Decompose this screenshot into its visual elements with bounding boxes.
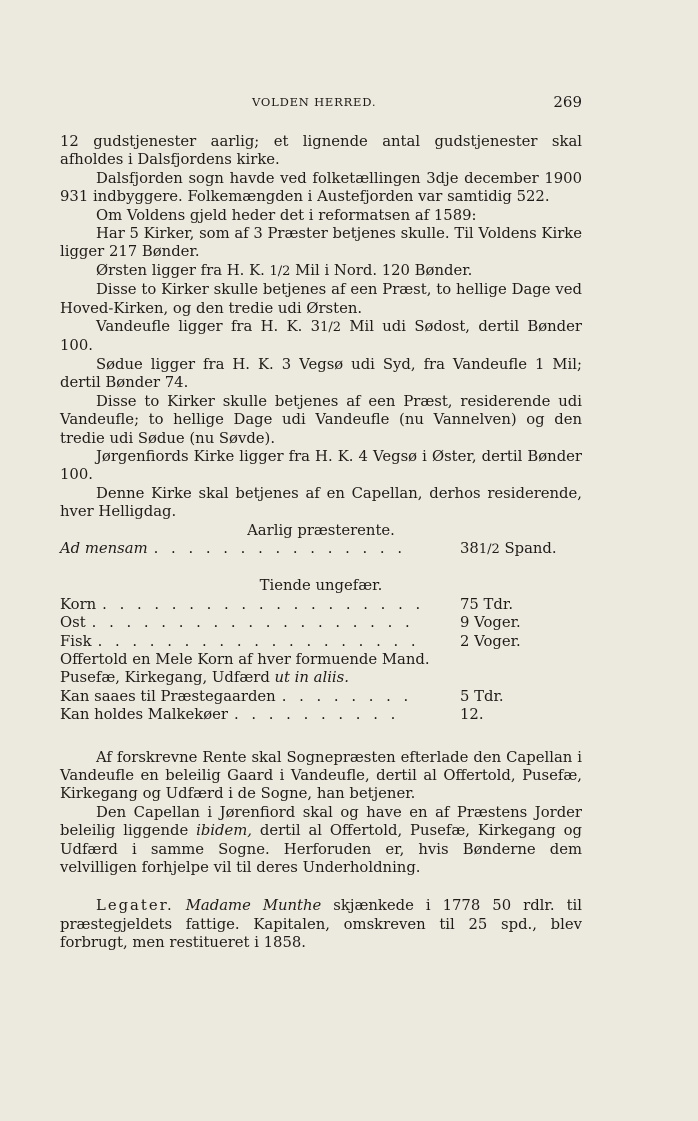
- kan-saaes-value: 5 Tdr.: [460, 687, 504, 705]
- tiende-label: Ost: [60, 614, 86, 632]
- kan-holdes-value: 12.: [460, 706, 484, 724]
- leader-dots: . . . . . . . . . . . . . . . . . . .: [91, 614, 414, 632]
- paragraph-11: Denne Kirke skal betjenes af en Capellan, derhos residerende, hver Helligdag.: [60, 484, 582, 521]
- tiende-row: [60, 633, 582, 651]
- leader-dots: . . . . . . . . . .: [233, 706, 400, 724]
- paragraph-5: Ørsten ligger fra H. K. 1/2 Mil i Nord. 120 Bønder.: [96, 261, 473, 279]
- ad-mensam-value: 381/2 Spand.: [460, 539, 557, 557]
- ad-mensam-row: [60, 540, 582, 559]
- running-title: VOLDEN HERRED.: [252, 95, 377, 109]
- ad-mensam-label: Ad mensam: [60, 539, 148, 557]
- tiende-row: [60, 596, 582, 614]
- paragraph-3: Om Voldens gjeld heder det i reformatsen af 1589:: [96, 206, 477, 224]
- pusefae-line: Pusefæ, Kirkegang, Udfærd ut in aliis.: [60, 669, 349, 687]
- leader-dots: . . . . . . . . . . . . . . . . . . .: [97, 632, 420, 650]
- page-number: 269: [553, 93, 582, 111]
- paragraph-9: Disse to Kirker skulle betjenes af een Præst, residerende udi Vandeufle; to hellige Dage udi Vandeufle (nu Vannelven) og den tredie udi Sødue (nu Søvde).: [60, 392, 582, 447]
- tiende-heading: Tiende ungefær.: [259, 577, 383, 595]
- leader-dots: . . . . . . . . . . . . . . .: [153, 539, 407, 557]
- paragraph-8: Sødue ligger fra H. K. 3 Vegsø udi Syd, fra Vandeufle 1 Mil; dertil Bønder 74.: [60, 355, 582, 392]
- kan-saaes-label: Kan saaes til Præstegaarden: [60, 687, 276, 705]
- paragraph-7: Vandeufle ligger fra H. K. 31/2 Mil udi Sødost, dertil Bønder 100.: [60, 318, 582, 355]
- kan-holdes-label: Kan holdes Malkekøer: [60, 706, 228, 724]
- paragraph-2: Dalsfjorden sogn havde ved folketællingen 3dje december 1900 931 indbyggere. Folkemængden i Austefjorden var samtidig 522.: [60, 169, 582, 206]
- page-header: [60, 95, 582, 115]
- offertold-line: Offertold en Mele Korn af hver formuende Mand.: [60, 650, 430, 668]
- paragraph-6: Disse to Kirker skulle betjenes af een Præst, to hellige Dage ved Hoved-Kirken, og den tredie udi Ørsten.: [60, 281, 582, 317]
- tiende-list: [60, 596, 582, 651]
- tiende-label: Fisk: [60, 632, 92, 650]
- paragraph-12: Af forskrevne Rente skal Sognepræsten efterlade den Capellan i Vandeufle en beleilig Gaard i Vandeufle, dertil al Offertold, Pusefæ, Kirkegang og Udfærd i de Sogne, han betjener.: [60, 748, 582, 803]
- paragraph-10: Jørgenfiords Kirke ligger fra H. K. 4 Vegsø i Øster, dertil Bønder 100.: [60, 447, 582, 484]
- kan-saaes-row: [60, 688, 582, 706]
- tiende-row: [60, 614, 582, 632]
- tiende-value: 2 Voger.: [460, 632, 521, 650]
- paragraph-13: Den Capellan i Jørenfiord skal og have en af Præstens Jorder beleilig liggende ibidem, dertil al Offertold, Pusefæ, Kirkegang og Udfærd i samme Sogne. Herforuden er, hvis Bønderne dem velvilligen forhjelpe vil til deres Underholdning.: [60, 803, 582, 877]
- page-body: [60, 133, 582, 953]
- tiende-value: 9 Voger.: [460, 614, 521, 632]
- paragraph-1: 12 gudstjenester aarlig; et lignende antal gudstjenester skal afholdes i Dalsfjordens kirke.: [60, 133, 582, 169]
- leader-dots: . . . . . . . .: [281, 687, 413, 705]
- tiende-value: 75 Tdr.: [460, 595, 514, 613]
- paragraph-legater: Legater. Madame Munthe skjænkede i 1778 50 rdlr. til præstegjeldets fattige. Kapitalen, omskreven til 25 spd., blev forbrugt, men restitueret i 1858.: [60, 897, 582, 952]
- rente-heading: Aarlig præsterente.: [247, 521, 395, 539]
- leader-dots: . . . . . . . . . . . . . . . . . . .: [102, 595, 425, 613]
- kan-holdes-row: [60, 706, 582, 724]
- paragraph-4: Har 5 Kirker, som af 3 Præster betjenes skulle. Til Voldens Kirke ligger 217 Bønder.: [60, 225, 582, 261]
- tiende-label: Korn: [60, 595, 97, 613]
